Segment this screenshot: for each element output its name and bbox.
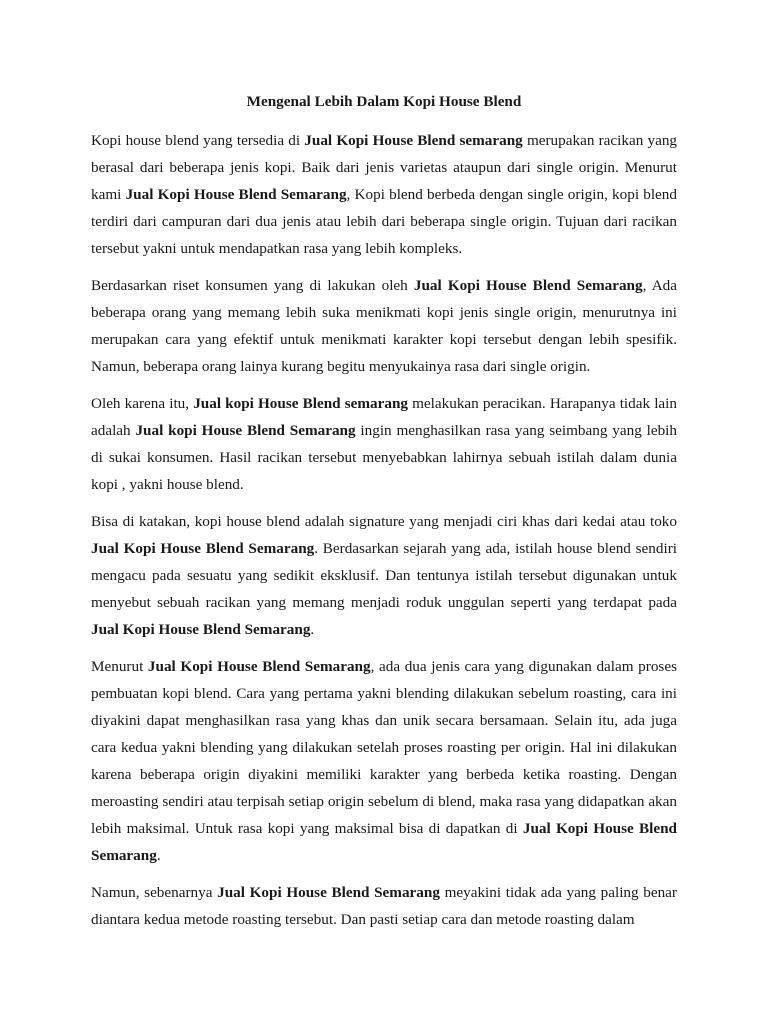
bold-text-run: Jual Kopi House Blend Semarang	[413, 277, 643, 294]
text-run: , Ada beberapa orang yang memang lebih suka menikmati kopi jenis single origin, menurutnya ini merupakan cara yang efektif untuk menikmati karakter kopi tersebut dengan lebih spesifik. Namun, beberapa orang lainya kurang begitu menyukainya rasa dari single origin.	[91, 277, 677, 375]
text-run: meyakini tidak ada yang paling benar diantara kedua metode roasting tersebut. Dan pasti setiap cara dan metode roasting dalam	[91, 884, 677, 928]
text-run: Oleh karena itu,	[91, 395, 194, 412]
text-run: melakukan peracikan. Harapanya tidak lain adalah	[91, 395, 677, 439]
paragraph	[91, 272, 677, 380]
text-run: Kopi house blend yang tersedia di	[91, 132, 305, 149]
paragraph	[91, 508, 677, 643]
bold-text-run: Jual Kopi House Blend Semarang	[91, 820, 677, 864]
bold-text-run: Jual Kopi House Blend Semarang	[147, 658, 371, 675]
text-run: Namun, sebenarnya	[91, 884, 218, 901]
paragraph	[91, 127, 677, 262]
paragraph	[91, 390, 677, 498]
text-run: . Berdasarkan sejarah yang ada, istilah house blend sendiri mengacu pada sesuatu yang sedikit eksklusif. Dan tentunya istilah tersebut digunakan untuk menyebut sebuah racikan yang memang menjadi roduk unggulan seperti yang terdapat pada	[91, 540, 677, 611]
bold-text-run: Jual Kopi House Blend Semarang	[217, 884, 440, 901]
text-run: Menurut	[91, 658, 148, 675]
text-run: .	[310, 621, 315, 638]
bold-text-run: Jual kopi House Blend Semarang	[135, 422, 356, 439]
document-page	[91, 92, 677, 943]
paragraph	[91, 879, 677, 933]
paragraph	[91, 653, 677, 869]
text-run: Berdasarkan riset konsumen yang di lakukan oleh	[91, 277, 414, 294]
document-title: Mengenal Lebih Dalam Kopi House Blend	[246, 93, 522, 110]
bold-text-run: Jual Kopi House Blend Semarang	[91, 621, 311, 638]
bold-text-run: Jual Kopi House Blend Semarang	[91, 540, 315, 557]
bold-text-run: Jual kopi House Blend semarang	[193, 395, 408, 412]
text-run: Bisa di katakan, kopi house blend adalah signature yang menjadi ciri khas dari kedai atau toko	[91, 513, 677, 530]
text-run: .	[156, 847, 161, 864]
text-run: , Kopi blend berbeda dengan single origin, kopi blend terdiri dari campuran dari dua jenis atau lebih dari beberapa single origin. Tujuan dari racikan tersebut yakni untuk mendapatkan rasa yang lebih kompleks.	[91, 186, 677, 257]
bold-text-run: Jual Kopi House Blend semarang	[304, 132, 523, 149]
text-run: merupakan racikan yang berasal dari beberapa jenis kopi. Baik dari jenis varietas ataupun dari single origin. Menurut kami	[91, 132, 678, 203]
text-run: , ada dua jenis cara yang digunakan dalam proses pembuatan kopi blend. Cara yang pertama yakni blending dilakukan sebelum roasting, cara ini diyakini dapat menghasilkan rasa yang khas dan unik secara bersamaan. Selain itu, ada juga cara kedua yakni blending yang dilakukan setelah proses roasting per origin. Hal ini dilakukan karena beberapa origin diyakini memiliki karakter yang berbeda ketika roasting. Dengan meroasting sendiri atau terpisah setiap origin sebelum di blend, maka rasa yang didapatkan akan lebih maksimal. Untuk rasa kopi yang maksimal bisa di dapatkan di	[91, 658, 677, 837]
text-run: ingin menghasilkan rasa yang seimbang yang lebih di sukai konsumen. Hasil racikan tersebut menyebabkan lahirnya sebuah istilah dalam dunia kopi , yakni house blend.	[91, 422, 677, 493]
bold-text-run: Jual Kopi House Blend Semarang	[125, 186, 347, 203]
